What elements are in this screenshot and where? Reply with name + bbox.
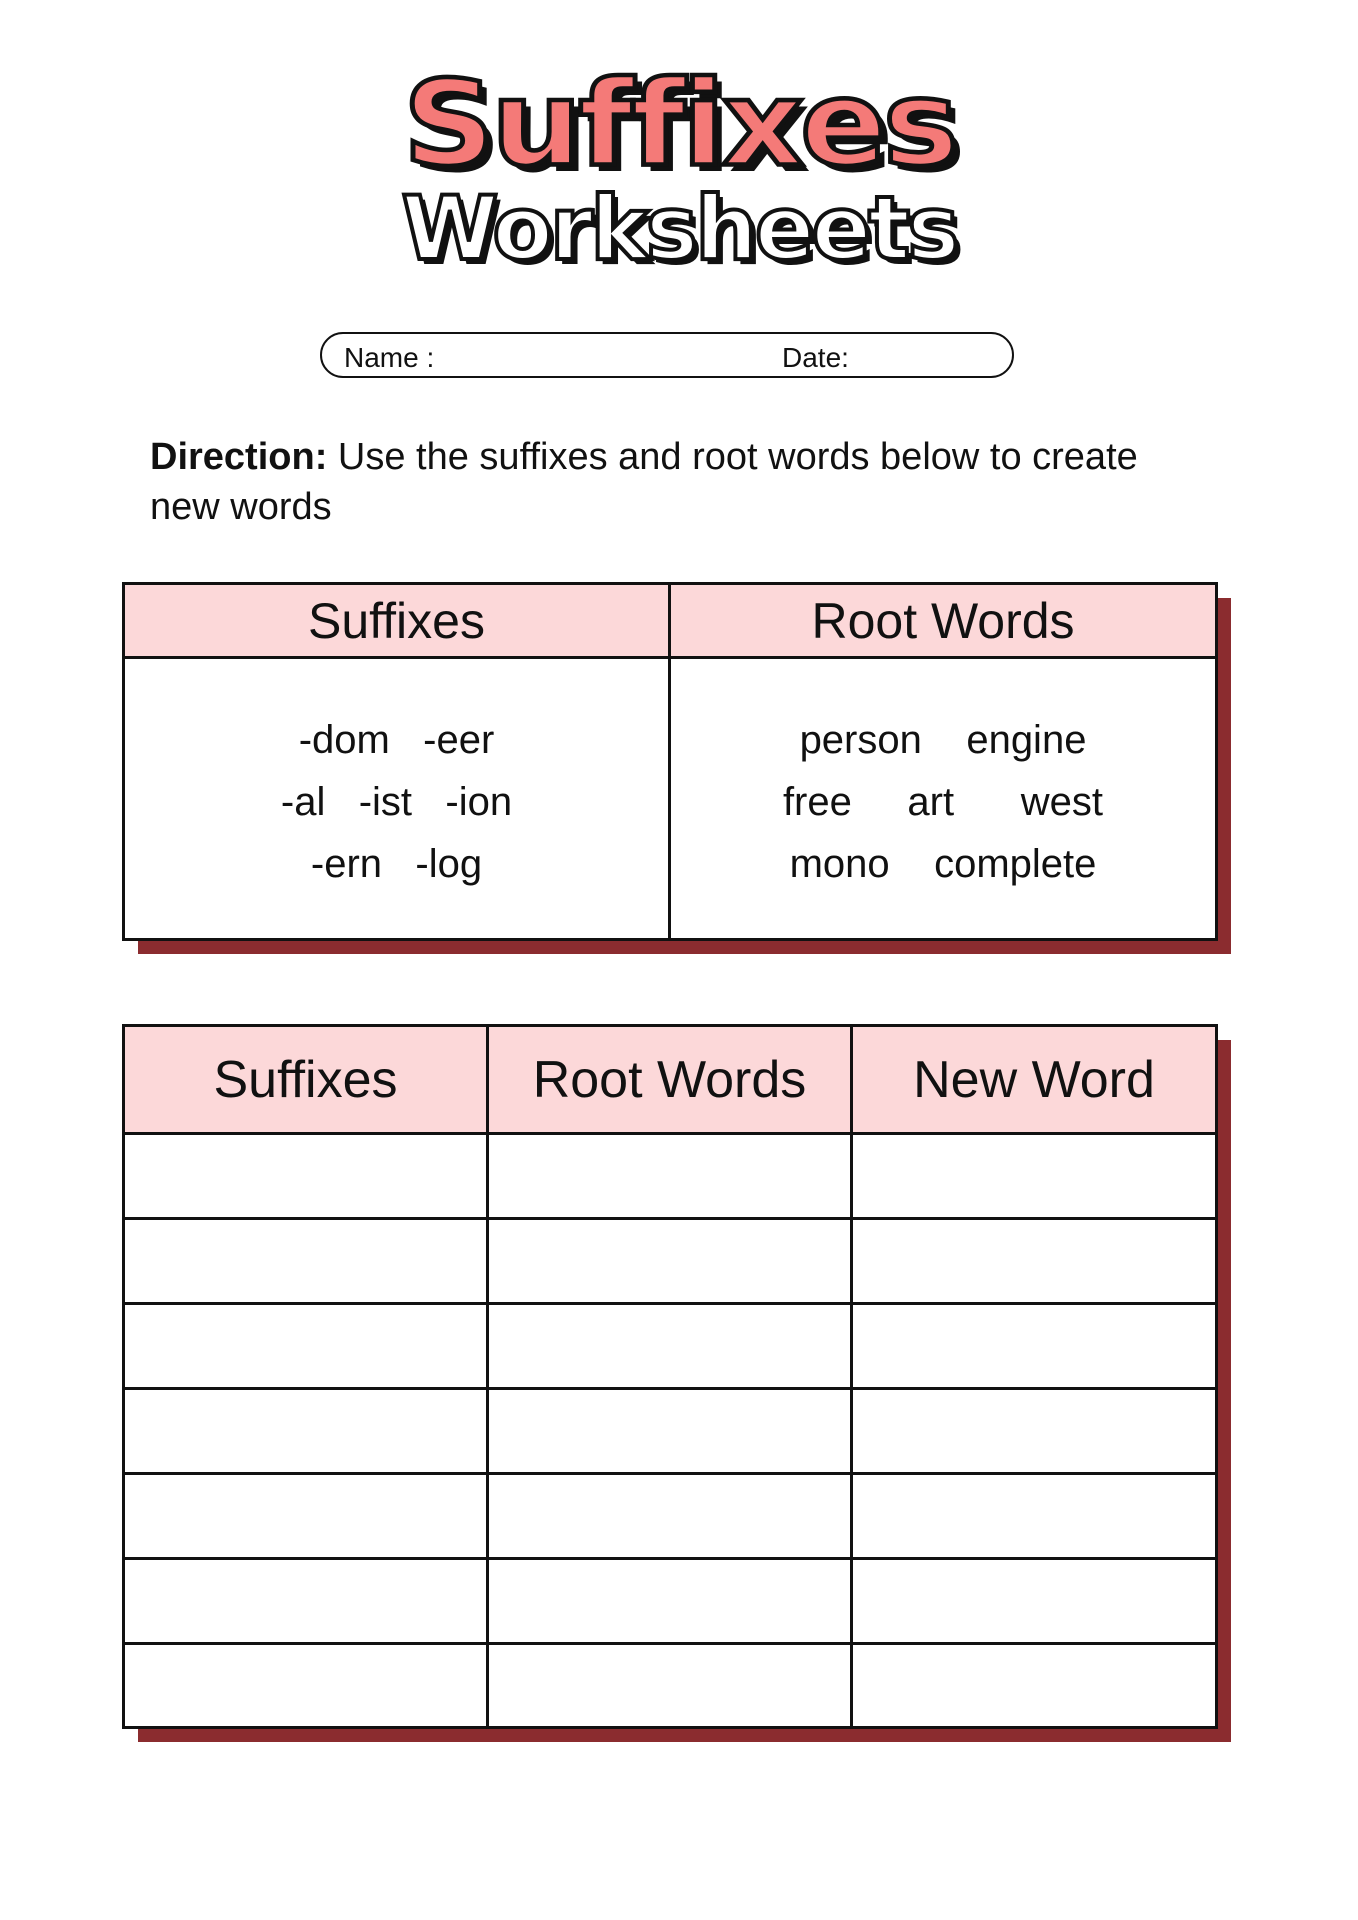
suffix-answer-cell[interactable] <box>124 1219 488 1304</box>
suffix-answer-cell[interactable] <box>124 1304 488 1389</box>
root-word-line: person engine <box>799 718 1087 762</box>
root-answer-cell[interactable] <box>488 1559 852 1644</box>
suffix-line: -dom -eer <box>298 718 495 762</box>
new-word-answer-cell[interactable] <box>852 1304 1217 1389</box>
date-label: Date: <box>782 342 849 373</box>
name-date-field[interactable] <box>320 332 1014 378</box>
new-word-answer-cell[interactable] <box>852 1559 1217 1644</box>
root-answer-cell[interactable] <box>488 1304 852 1389</box>
suffix-answer-cell[interactable] <box>124 1644 488 1728</box>
suffix-answer-cell[interactable] <box>124 1474 488 1559</box>
table-row <box>124 1474 1217 1559</box>
table-row <box>124 1389 1217 1474</box>
suffix-answer-cell[interactable] <box>124 1389 488 1474</box>
suffix-line: -al -ist -ion <box>280 780 513 824</box>
new-word-answer-cell[interactable] <box>852 1134 1217 1219</box>
new-word-answer-cell[interactable] <box>852 1474 1217 1559</box>
answer-header-new-word: New Word <box>852 1026 1217 1134</box>
worksheet-title <box>0 56 1358 280</box>
new-word-answer-cell[interactable] <box>852 1219 1217 1304</box>
direction-text <box>150 432 1210 532</box>
table-row <box>124 1134 1217 1219</box>
root-answer-cell[interactable] <box>488 1644 852 1728</box>
title-main: Suffixes <box>402 56 956 194</box>
root-word-line: mono complete <box>789 842 1097 886</box>
table-row <box>124 1304 1217 1389</box>
suffix-line: -ern -log <box>310 842 483 886</box>
table-row <box>124 1219 1217 1304</box>
suffix-list <box>124 658 670 940</box>
suffix-answer-cell[interactable] <box>124 1559 488 1644</box>
root-answer-cell[interactable] <box>488 1474 852 1559</box>
table-row <box>124 1559 1217 1644</box>
new-word-answer-cell[interactable] <box>852 1644 1217 1728</box>
table-row <box>124 1644 1217 1728</box>
answer-header-root-words: Root Words <box>488 1026 852 1134</box>
direction-lead: Direction: <box>150 436 328 478</box>
new-word-answer-cell[interactable] <box>852 1389 1217 1474</box>
root-word-list <box>670 658 1217 940</box>
reference-table <box>122 582 1215 938</box>
name-label: Name : <box>344 342 435 373</box>
ref-header-root-words: Root Words <box>670 584 1217 658</box>
root-word-line: free art west <box>782 780 1104 824</box>
ref-header-suffixes: Suffixes <box>124 584 670 658</box>
suffix-answer-cell[interactable] <box>124 1134 488 1219</box>
answer-table <box>122 1024 1215 1726</box>
root-answer-cell[interactable] <box>488 1219 852 1304</box>
direction-body: Use the suffixes and root words below to create new words <box>150 436 1138 528</box>
root-answer-cell[interactable] <box>488 1389 852 1474</box>
root-answer-cell[interactable] <box>488 1134 852 1219</box>
answer-header-suffixes: Suffixes <box>124 1026 488 1134</box>
title-sub: Worksheets <box>401 177 957 280</box>
